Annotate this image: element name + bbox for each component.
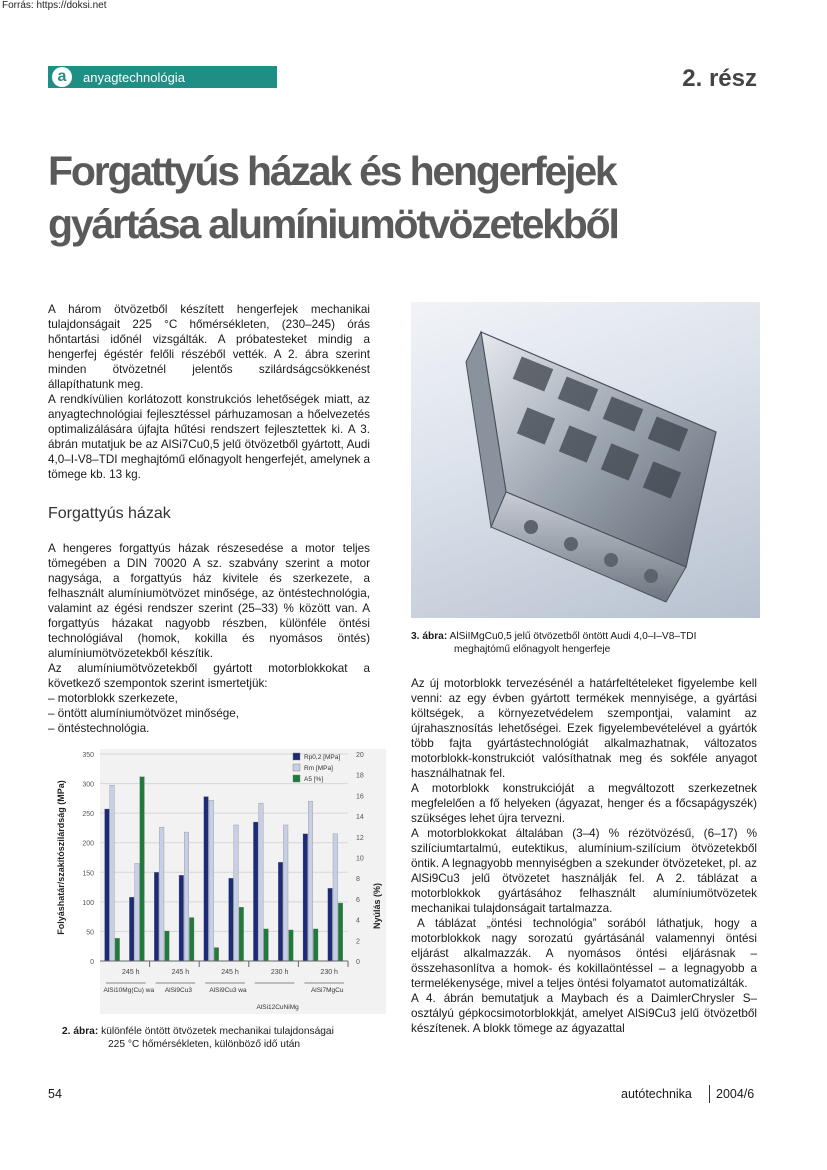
issue-number: 2004/6 [716,1087,755,1101]
body-paragraph: A motorblokkokat általában (3–4) % rézötvözésű, (6–17) % szilíciumtartalmú, eutektikus, alumínium-szilícium ötvözetekből öntik. A legnagyobb mennyiségben a szekunder ötvözeteket, pl. az AlSi9Cu3 jelű ötvözetet használják fel. A 2. táblázat a motorblokkok gyártásához felhasznált alumíniumötvözetek mechanikai tulajdonságait tartalmazza. [411,827,757,915]
alloy-label: AlSi9Cu3 wa [209,987,247,994]
bar [338,903,343,961]
body-left [48,541,370,736]
bar [328,888,333,961]
y2-tick-label: 6 [356,896,360,904]
y-tick-label: 200 [82,840,94,848]
bar [229,878,234,961]
y2-tick-label: 2 [356,938,360,946]
figure-3-caption-text: AlSiIMgCu0,5 jelű ötvözetből öntött Audi 4,0–I–V8–TDI [449,631,697,642]
bar [115,938,120,961]
figure-2-chart [48,745,388,1020]
legend-swatch [293,764,300,771]
source-note: Forrás: https://doksi.net [2,0,107,11]
y2-tick-label: 8 [356,876,360,884]
y2-tick-label: 0 [356,959,360,966]
legend-label: Rm [MPa] [304,765,333,772]
legend-label: Rp0,2 [MPa] [304,754,341,761]
bar [184,832,189,961]
y-tick-label: 150 [82,870,94,878]
cylinder-head-illustration [411,302,760,618]
y-tick-label: 250 [82,811,94,819]
y2-tick-label: 18 [356,772,364,780]
figure-3-caption [411,630,771,656]
figure-2-caption-text: különféle öntött ötvözetek mechanikai tulajdonságai [101,1026,334,1037]
figure-3-caption-text-2: meghajtómű előnagyolt hengerfeje [454,644,611,655]
body-paragraph: A hengeres forgattyús házak részesedése a motor teljes tömegében a DIN 70020 A sz. szabvány szerint a motor nagysága, a forgattyús ház kivitele és szerkezete, a felhasznált alumíniumötvözet minősége, az öntéstechnológia, valamint az égési rendszer szerint (25–33) % között van. A forgattyús házakat nagyobb részben, különféle öntési technológiával (homok, kokilla és nyomásos öntés) alumíniumötvözetekből készítik. [48,542,370,660]
bar [154,872,159,961]
figure-2-caption [62,1025,382,1051]
legend-swatch [293,753,300,760]
bar [135,863,140,961]
title-line-2: gyártása alumíniumötvözetekből [48,201,618,247]
intro-text [48,302,370,482]
time-label: 230 h [320,969,338,976]
alloy-label: AlSi7MgCu [310,987,344,994]
bar [129,897,134,961]
bar [289,930,294,961]
y2-tick-label: 4 [356,917,360,925]
figure-3-caption-label: 3. ábra: [411,631,448,642]
bar [179,875,184,961]
time-label: 245 h [221,969,239,976]
body-paragraph: A motorblokk konstrukcióját a megváltozott szerkezetnek megfelelően a fő helyeken (ágyazat, henger és a főcsapágyszék) szükséges lehet újra tervezni. [411,782,757,825]
bar [110,785,115,961]
y-tick-label: 350 [82,752,94,759]
article-title [48,145,788,251]
alloy-label: AlSi10Mg(Cu) wa [103,987,155,994]
bar [189,918,194,961]
body-paragraph: A táblázat „öntési technológia” sorából láthatjuk, hogy a motorblokkok nagy sorozatú gyártásánál valamennyi öntési eljárást alkalmazzák. A nyomásos öntési eljárásnak – összehasonlítva a homok- és kokillaöntéssel – a legnagyobb a termelékenysége, mivel a teljes öntési folyamatot automatizálták. [411,917,757,990]
intro-paragraph: A rendkívülien korlátozott konstrukciós lehetőségek miatt, az anyagtechnológiai fejlesztéssel párhuzamosan a hőelvezetés optimalizálására újfajta hűtési rendszert fejlesztettek ki. A 3. ábrán mutatjuk be az AlSi7Cu0,5 jelű ötvözetből gyártott, Audi 4,0–I-V8–TDI meghajtómű előnagyolt hengerfejét, amelynek a tömege kb. 13 kg. [48,393,370,481]
body-paragraph: Az alumíniumötvözetekből gyártott motorblokkokat a következő szempontok szerint ismertetjük: [48,662,370,690]
bar [308,801,313,961]
title-line-1: Forgattyús házak és hengerfejek [48,148,616,194]
bar [253,822,258,961]
page-number: 54 [48,1087,62,1101]
time-label: 245 h [171,969,190,976]
intro-paragraph: A három ötvözetből készített hengerfejek mechanikai tulajdonságait 225 °C hőmérsékleten, (230–245) órás hőntartási időnél vizsgálták. A próbatesteket mindig a hengerfej égéstér felőli részéből vették. A 2. ábra szerint minden ötvözetnél jelentős szilárdságcsökkenést állapíthatunk meg. [48,303,370,391]
time-label: 230 h [270,969,289,976]
bar [204,797,209,961]
y2-tick-label: 12 [356,834,364,842]
y2-tick-label: 10 [356,855,364,863]
bar [283,825,288,961]
y2-axis-title: Nyúlás (%) [372,882,382,930]
time-label: 245 h [122,969,140,976]
bar [278,862,283,961]
section-label: anyagtechnológia [83,70,185,85]
bar [303,834,308,961]
y2-tick-label: 14 [356,814,364,822]
y2-tick-label: 20 [356,752,364,759]
magazine-name: autótechnika [621,1087,692,1101]
bar [313,929,318,961]
bar [159,827,164,961]
body-paragraph: A 4. ábrán bemutatjuk a Maybach és a DaimlerChrysler S–osztályú gépkocsimotorblokkját, amelyet AlSi9Cu3 jelű ötvözetből készítenek. A blokk tömege az ágyazattal [411,992,757,1035]
alloy-label: AlSi12CuNiMg [256,1004,299,1011]
y2-tick-label: 16 [356,793,364,801]
list-item: – motorblokk szerkezete, [48,692,178,705]
bar [259,803,264,961]
bar [264,929,269,961]
bar [165,931,170,961]
y-axis-title: Folyáshatár/szakítószilárdság (MPa) [56,780,66,935]
bar [140,777,145,961]
section-logo: a [52,67,72,87]
section-heading: Forgattyús házak [48,505,171,522]
alloy-label: AlSi9Cu3 [164,987,192,994]
bar [234,825,239,961]
cylinder-head-photo [411,302,760,618]
footer-divider [709,1085,710,1103]
figure-2-caption-label: 2. ábra: [62,1026,99,1037]
bar [105,809,110,961]
part-label: 2. rész [682,65,757,92]
figure-2-caption-text-2: 225 °C hőmérsékleten, különböző idő után [108,1039,301,1050]
bar [333,834,338,961]
body-paragraph: Az új motorblokk tervezésénél a határfeltételeket figyelembe kell venni: az egy évben gyártott termékek mennyisége, a gyártási költségek, a környezetvédelem szempontjai, valamint az újrahasznosítás lehetőségei. Ezek figyelembevételével a gyártók több fajta gyártástechnológiát alkalmazhatnak, változatos motorblokk-konstrukciót valósíthatnak meg és sokféle anyagot használhatnak fel. [411,677,757,780]
y-tick-label: 0 [90,959,94,966]
legend-swatch [293,775,300,782]
legend-label: A5 [%] [304,776,324,783]
y-tick-label: 300 [82,781,94,789]
list-item: – öntéstechnológia. [48,722,150,735]
body-right [411,676,757,1036]
bar [209,800,214,961]
y-tick-label: 50 [86,929,94,937]
bar [214,948,219,961]
bar [239,907,244,961]
list-item: – öntött alumíniumötvözet minősége, [48,707,240,720]
y-tick-label: 100 [82,899,94,907]
